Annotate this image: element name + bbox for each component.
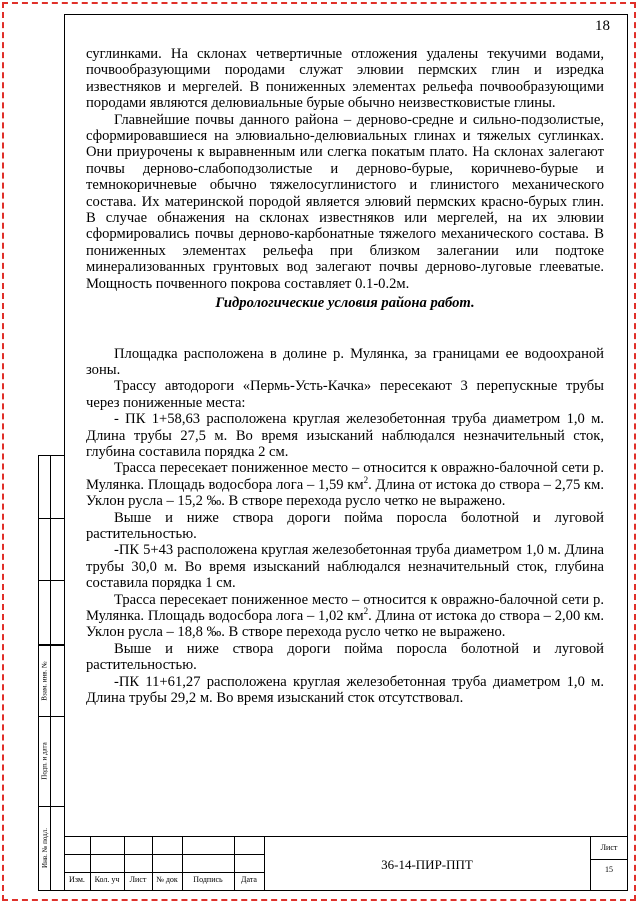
col-kol-uch: Кол. уч — [94, 875, 120, 884]
col-date: Дата — [241, 875, 257, 884]
sheet-number: 15 — [605, 865, 613, 874]
paragraph: Трасса пересекает пониженное место – относится к овражно-балочной сети р. Мулянка. Площадь водосбора лога – 1,59 $км^2$. Длина от истока до створа – 2,75 км. Уклон русла – 15,2 ‰. В створе перехода русло четко не выражено. — [86, 460, 604, 510]
paragraph: Выше и ниже створа дороги пойма поросла болотной и луговой растительностью. — [86, 640, 604, 674]
paragraph: -ПК 11+61,27 расположена круглая железобетонная труба диаметром 1,0 м. Длина трубы 29,2 м. Во время изысканий сток отсутствовал. — [86, 673, 604, 707]
paragraph: -ПК 5+43 расположена круглая железобетонная труба диаметром 1,0 м. Длина трубы 30,0 м. Во время изысканий наблюдался незначительный сток, глубина составила порядка 1 см. — [86, 542, 604, 592]
document-code: 36-14-ПИР-ППТ — [381, 857, 473, 872]
col-list: Лист — [129, 875, 147, 884]
binding-strip-lower — [38, 645, 64, 891]
document-body — [86, 46, 604, 706]
col-izm: Изм. — [69, 875, 85, 884]
paragraph: Выше и ниже створа дороги пойма поросла болотной и луговой растительностью. — [86, 509, 604, 542]
strip-label-inv-orig: Инв. № подл. — [41, 828, 50, 868]
title-block — [64, 836, 628, 891]
sheet-label: Лист — [600, 843, 618, 852]
col-signature: Подпись — [193, 875, 223, 884]
strip-cell — [39, 456, 51, 644]
col-doc-num: № док — [156, 875, 178, 884]
paragraph: Трасса пересекает пониженное место – относится к овражно-балочной сети р. Мулянка. Площадь водосбора лога – 1,02 $км^2$. Длина от истока до створа – 2,00 км. Уклон русла – 18,8 ‰. В створе перехода русло четко не выражено. — [86, 591, 604, 641]
section-heading: Гидрологические условия района работ. — [215, 295, 475, 312]
paragraph: Площадка расположена в долине р. Мулянка, за границами ее водоохраной зоны. — [86, 345, 604, 378]
paragraph: суглинками. На склонах четвертичные отложения удалены текучими водами, почвообразующими породами служат элювии пермских глин и изредка известняков и мергелей. В пониженных элементах рельефа почвообразующими породами являются делювиальные бурые обычно неизвестковистые глины. — [86, 46, 604, 112]
paragraph: Трассу автодороги «Пермь-Усть-Качка» пересекают 3 перепускные трубы через пониженные места: — [86, 378, 604, 411]
strip-label-replace-inv: Взам. инв. № — [41, 661, 50, 701]
binding-strip-upper — [38, 455, 64, 645]
paragraph: Главнейшие почвы данного района – дерново-средне и сильно-подзолистые, сформировавшиеся на элювиально-делювиальных глинах и тяжелых суглинках. Они приурочены к выравненным или слегка покатым плато. На склонах залегают почвы дерново-слабоподзолистые и дерново-бурые, коричнево-бурые и темнокоричневые обычно тяжелосуглинистого и глинистого механического состава. Их материнской породой является элювий пермских красно-бурых глин. В случае обнажения на склонах известняков или мергелей, на их элювии сформировались почвы дерново-карбонатные тяжелого механического состава. В пониженных элементах рельефа при близком залегании или подтоке минерализованных грунтовых вод залегают почвы дерново-луговые глееватые. Мощность почвенного покрова составляет 0.1-0.2м. — [86, 111, 604, 292]
paragraph: - ПК 1+58,63 расположена круглая железобетонная труба диаметром 1,0 м. Длина трубы 27,5 м. Во время изысканий наблюдался незначительный сток, глубина составила порядка 2 см. — [86, 411, 604, 460]
strip-label-sign-date: Подп. и дата — [41, 742, 49, 780]
page-number: 18 — [595, 18, 610, 34]
